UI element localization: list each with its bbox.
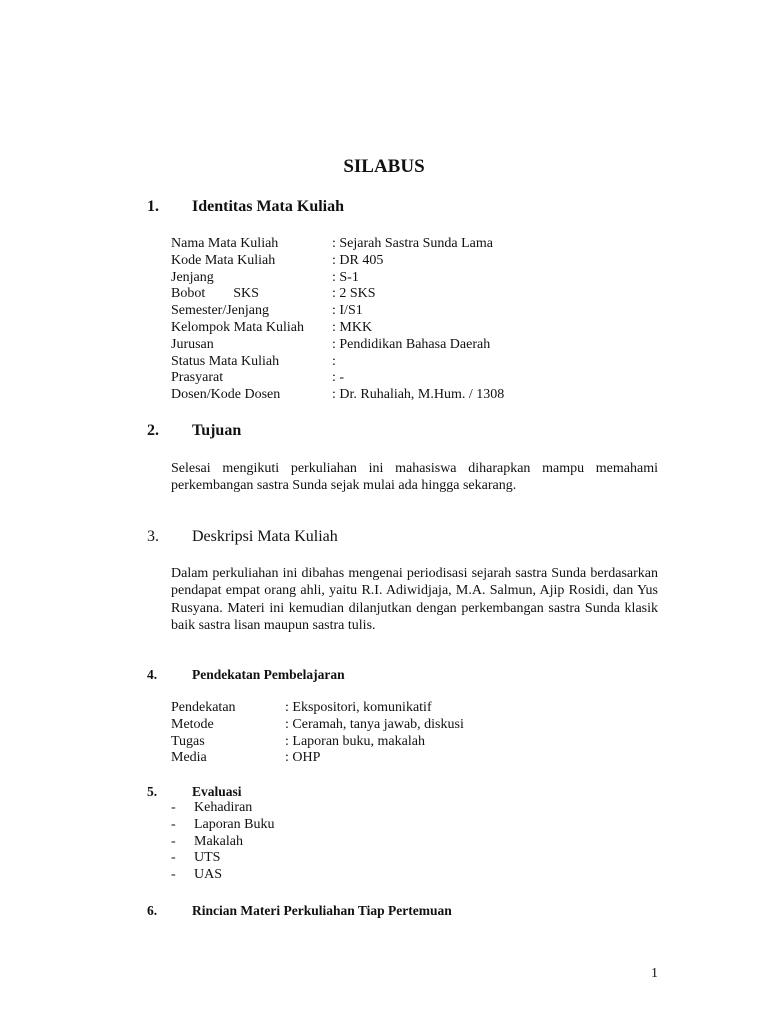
pendekatan-label: Media [171,750,207,766]
pendekatan-value: : Ceramah, tanya jawab, diskusi [285,716,464,732]
section-title: Evaluasi [192,784,242,799]
bullet-dash: - [171,800,176,815]
section-4-heading [147,667,345,683]
identitas-value: : Pendidikan Bahasa Daerah [332,336,491,352]
evaluasi-item: Kehadiran [194,800,253,815]
evaluasi-item: UAS [194,867,223,883]
section-number: 3. [147,528,159,545]
section-number: 5. [147,784,158,799]
evaluasi-item: Makalah [194,833,243,849]
list-item [171,867,274,884]
section-number: 4. [147,667,158,682]
identitas-value: : I/S1 [332,303,363,319]
identitas-row [171,354,504,371]
identitas-label: Dosen/Kode Dosen [171,387,281,403]
identitas-label: Kelompok Mata Kuliah [171,319,304,335]
pendekatan-label: Tugas [171,733,205,749]
pendekatan-value: : OHP [285,750,321,766]
identitas-label: Nama Mata Kuliah [171,236,279,251]
pendekatan-row [171,717,464,734]
section-number: 2. [147,422,159,439]
identitas-label: Bobot SKS [171,286,259,302]
evaluasi-item: Laporan Buku [194,816,275,832]
list-item [171,834,274,851]
pendekatan-label: Pendekatan [171,700,236,715]
bullet-dash: - [171,833,176,849]
identitas-label: Jurusan [171,336,214,352]
identitas-label: Prasyarat [171,370,224,386]
identitas-row [171,286,504,303]
identitas-table [171,236,504,404]
pendekatan-row [171,734,464,751]
identitas-value: : 2 SKS [332,286,376,302]
identitas-value: : Dr. Ruhaliah, M.Hum. / 1308 [332,387,505,403]
page-number: 1 [651,966,658,981]
identitas-label: Semester/Jenjang [171,303,269,319]
identitas-label: Jenjang [171,269,214,285]
pendekatan-value: : Laporan buku, makalah [285,733,425,749]
identitas-row [171,270,504,287]
section-1-heading [147,198,344,216]
identitas-value: : Sejarah Sastra Sunda Lama [332,236,493,251]
pendekatan-row [171,700,464,717]
identitas-row [171,337,504,354]
identitas-row [171,387,504,404]
identitas-row [171,236,504,253]
identitas-value: : S-1 [332,269,359,285]
section-title: Identitas Mata Kuliah [192,198,345,215]
identitas-value: : [332,353,336,369]
section-title: Tujuan [192,422,242,439]
identitas-value: : - [332,370,345,386]
section-number: 1. [147,198,159,215]
section-number: 6. [147,903,158,918]
tujuan-paragraph: Selesai mengikuti perkuliahan ini mahasiswa diharapkan mampu memahami perkembangan sastra Sunda sejak mulai ada hingga sekarang. [171,461,658,494]
bullet-dash: - [171,850,176,866]
identitas-row [171,253,504,270]
identitas-label: Status Mata Kuliah [171,353,280,369]
evaluasi-item: UTS [194,850,221,866]
list-item [171,817,274,834]
list-item [171,800,274,817]
identitas-label: Kode Mata Kuliah [171,252,276,268]
section-2-heading [147,422,241,440]
section-title: Rincian Materi Perkuliahan Tiap Pertemuan [192,903,452,918]
bullet-dash: - [171,816,176,832]
identitas-value: : MKK [332,319,373,335]
section-3-heading [147,528,338,546]
section-title: Pendekatan Pembelajaran [192,667,345,682]
section-title: Deskripsi Mata Kuliah [192,528,338,545]
bullet-dash: - [171,867,176,883]
deskripsi-paragraph: Dalam perkuliahan ini dibahas mengenai periodisasi sejarah sastra Sunda berdasarkan pendapat empat orang ahli, yaitu R.I. Adiwidjaja, M.A. Salmun, Ajip Rosidi, dan Yus Rusyana. Materi ini kemudian dilanjutkan dengan perkembangan sastra Sunda klasik baik sastra lisan maupun sastra tulis. [171,566,658,634]
identitas-row [171,303,504,320]
pendekatan-row [171,750,464,767]
identitas-value: : DR 405 [332,252,384,268]
section-6-heading [147,903,452,919]
pendekatan-label: Metode [171,716,214,732]
document-title: SILABUS [343,156,425,177]
section-5-heading [147,784,242,800]
list-item [171,850,274,867]
pendekatan-table [171,700,464,767]
identitas-row [171,320,504,337]
pendekatan-value: : Ekspositori, komunikatif [285,700,432,715]
evaluasi-list [171,800,274,884]
identitas-row [171,370,504,387]
